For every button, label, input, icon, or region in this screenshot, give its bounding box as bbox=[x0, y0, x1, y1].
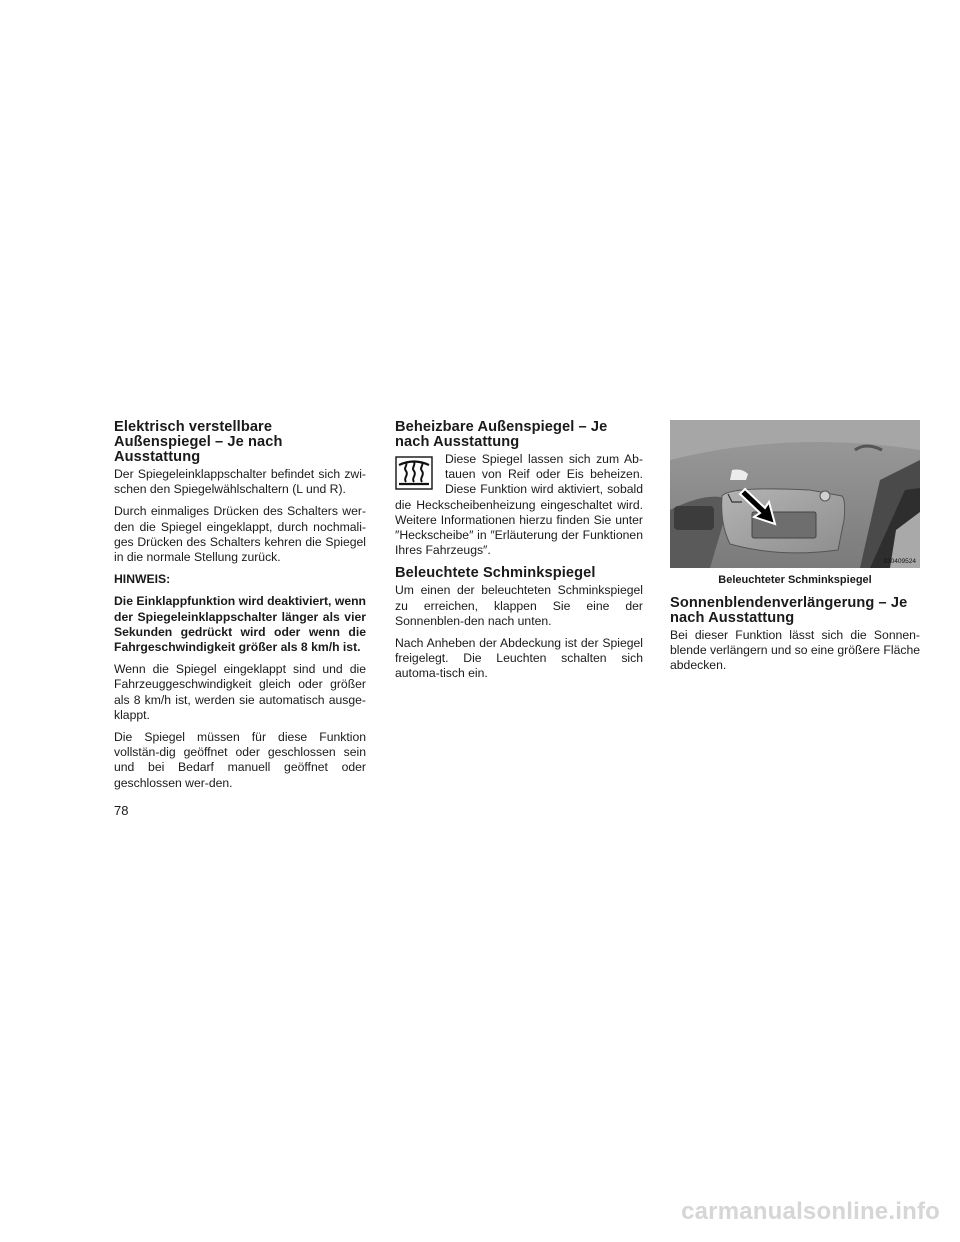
figure-caption: Beleuchteter Schminkspiegel bbox=[718, 574, 872, 586]
page-number: 78 bbox=[114, 803, 129, 818]
section-heading-visor-extension: Sonnenblendenverlängerung – Je nach Ausstattung bbox=[670, 595, 908, 626]
middle-column bbox=[395, 420, 643, 689]
section-heading-vanity-mirrors: Beleuchtete Schminkspiegel bbox=[395, 565, 596, 582]
paragraph: Um einen der beleuchteten Schminkspiegel zu erreichen, klappen Sie eine der Sonnenblen-den nach unten. bbox=[395, 583, 643, 628]
paragraph: Diese Spiegel lassen sich zum Ab-tauen von Reif oder Eis beheizen. Diese Funktion wird aktiviert, sobald die Heckscheibenheizung eingeschaltet wird. Weitere Informationen hierzu finden Sie unter ″Heckscheibe″ in ″Erläuterung der Funktionen Ihres Fahrzeugs″. bbox=[395, 452, 643, 558]
paragraph: Der Spiegeleinklappschalter befindet sich zwi-schen den Spiegelwählschaltern (L und R). bbox=[114, 467, 366, 497]
figure-id: 030409524 bbox=[883, 558, 916, 565]
left-column bbox=[114, 420, 366, 798]
heated-mirrors-block bbox=[395, 452, 643, 558]
vanity-mirror-figure bbox=[670, 420, 920, 568]
rear-defrost-icon bbox=[395, 456, 433, 490]
watermark: carmanualsonline.info bbox=[681, 1198, 940, 1225]
paragraph: Die Spiegel müssen für diese Funktion vollstän-dig geöffnet oder geschlossen sein und bei Bedarf manuell geöffnet oder geschlossen wer-den. bbox=[114, 730, 366, 790]
right-column bbox=[670, 420, 920, 681]
paragraph: Bei dieser Funktion lässt sich die Sonnen-blende verlängern und so eine größere Fläche abdecken. bbox=[670, 628, 921, 673]
note-label: HINWEIS: bbox=[114, 572, 171, 587]
note-text: Die Einklappfunktion wird deaktiviert, wenn der Spiegeleinklappschalter länger als vier Sekunden gedrückt wird oder wenn die Fahrgeschwindigkeit größer als 8 km/h ist. bbox=[114, 594, 366, 655]
section-heading-heated-mirrors: Beheizbare Außenspiegel – Je nach Ausstattung bbox=[395, 419, 608, 450]
section-heading-power-mirrors: Elektrisch verstellbare Außenspiegel – Je nach Ausstattung bbox=[114, 419, 283, 465]
paragraph: Durch einmaliges Drücken des Schalters wer-den die Spiegel eingeklappt, durch nochmali-ges Drücken des Schalters kehren die Spiegel in die normale Stellung zurück. bbox=[114, 504, 366, 565]
paragraph: Nach Anheben der Abdeckung ist der Spiegel freigelegt. Die Leuchten schalten sich automa-tisch ein. bbox=[395, 636, 643, 681]
paragraph: Wenn die Spiegel eingeklappt sind und die Fahrzeuggeschwindigkeit gleich oder größer als 8 km/h ist, werden sie automatisch ausge-klappt. bbox=[114, 662, 366, 722]
